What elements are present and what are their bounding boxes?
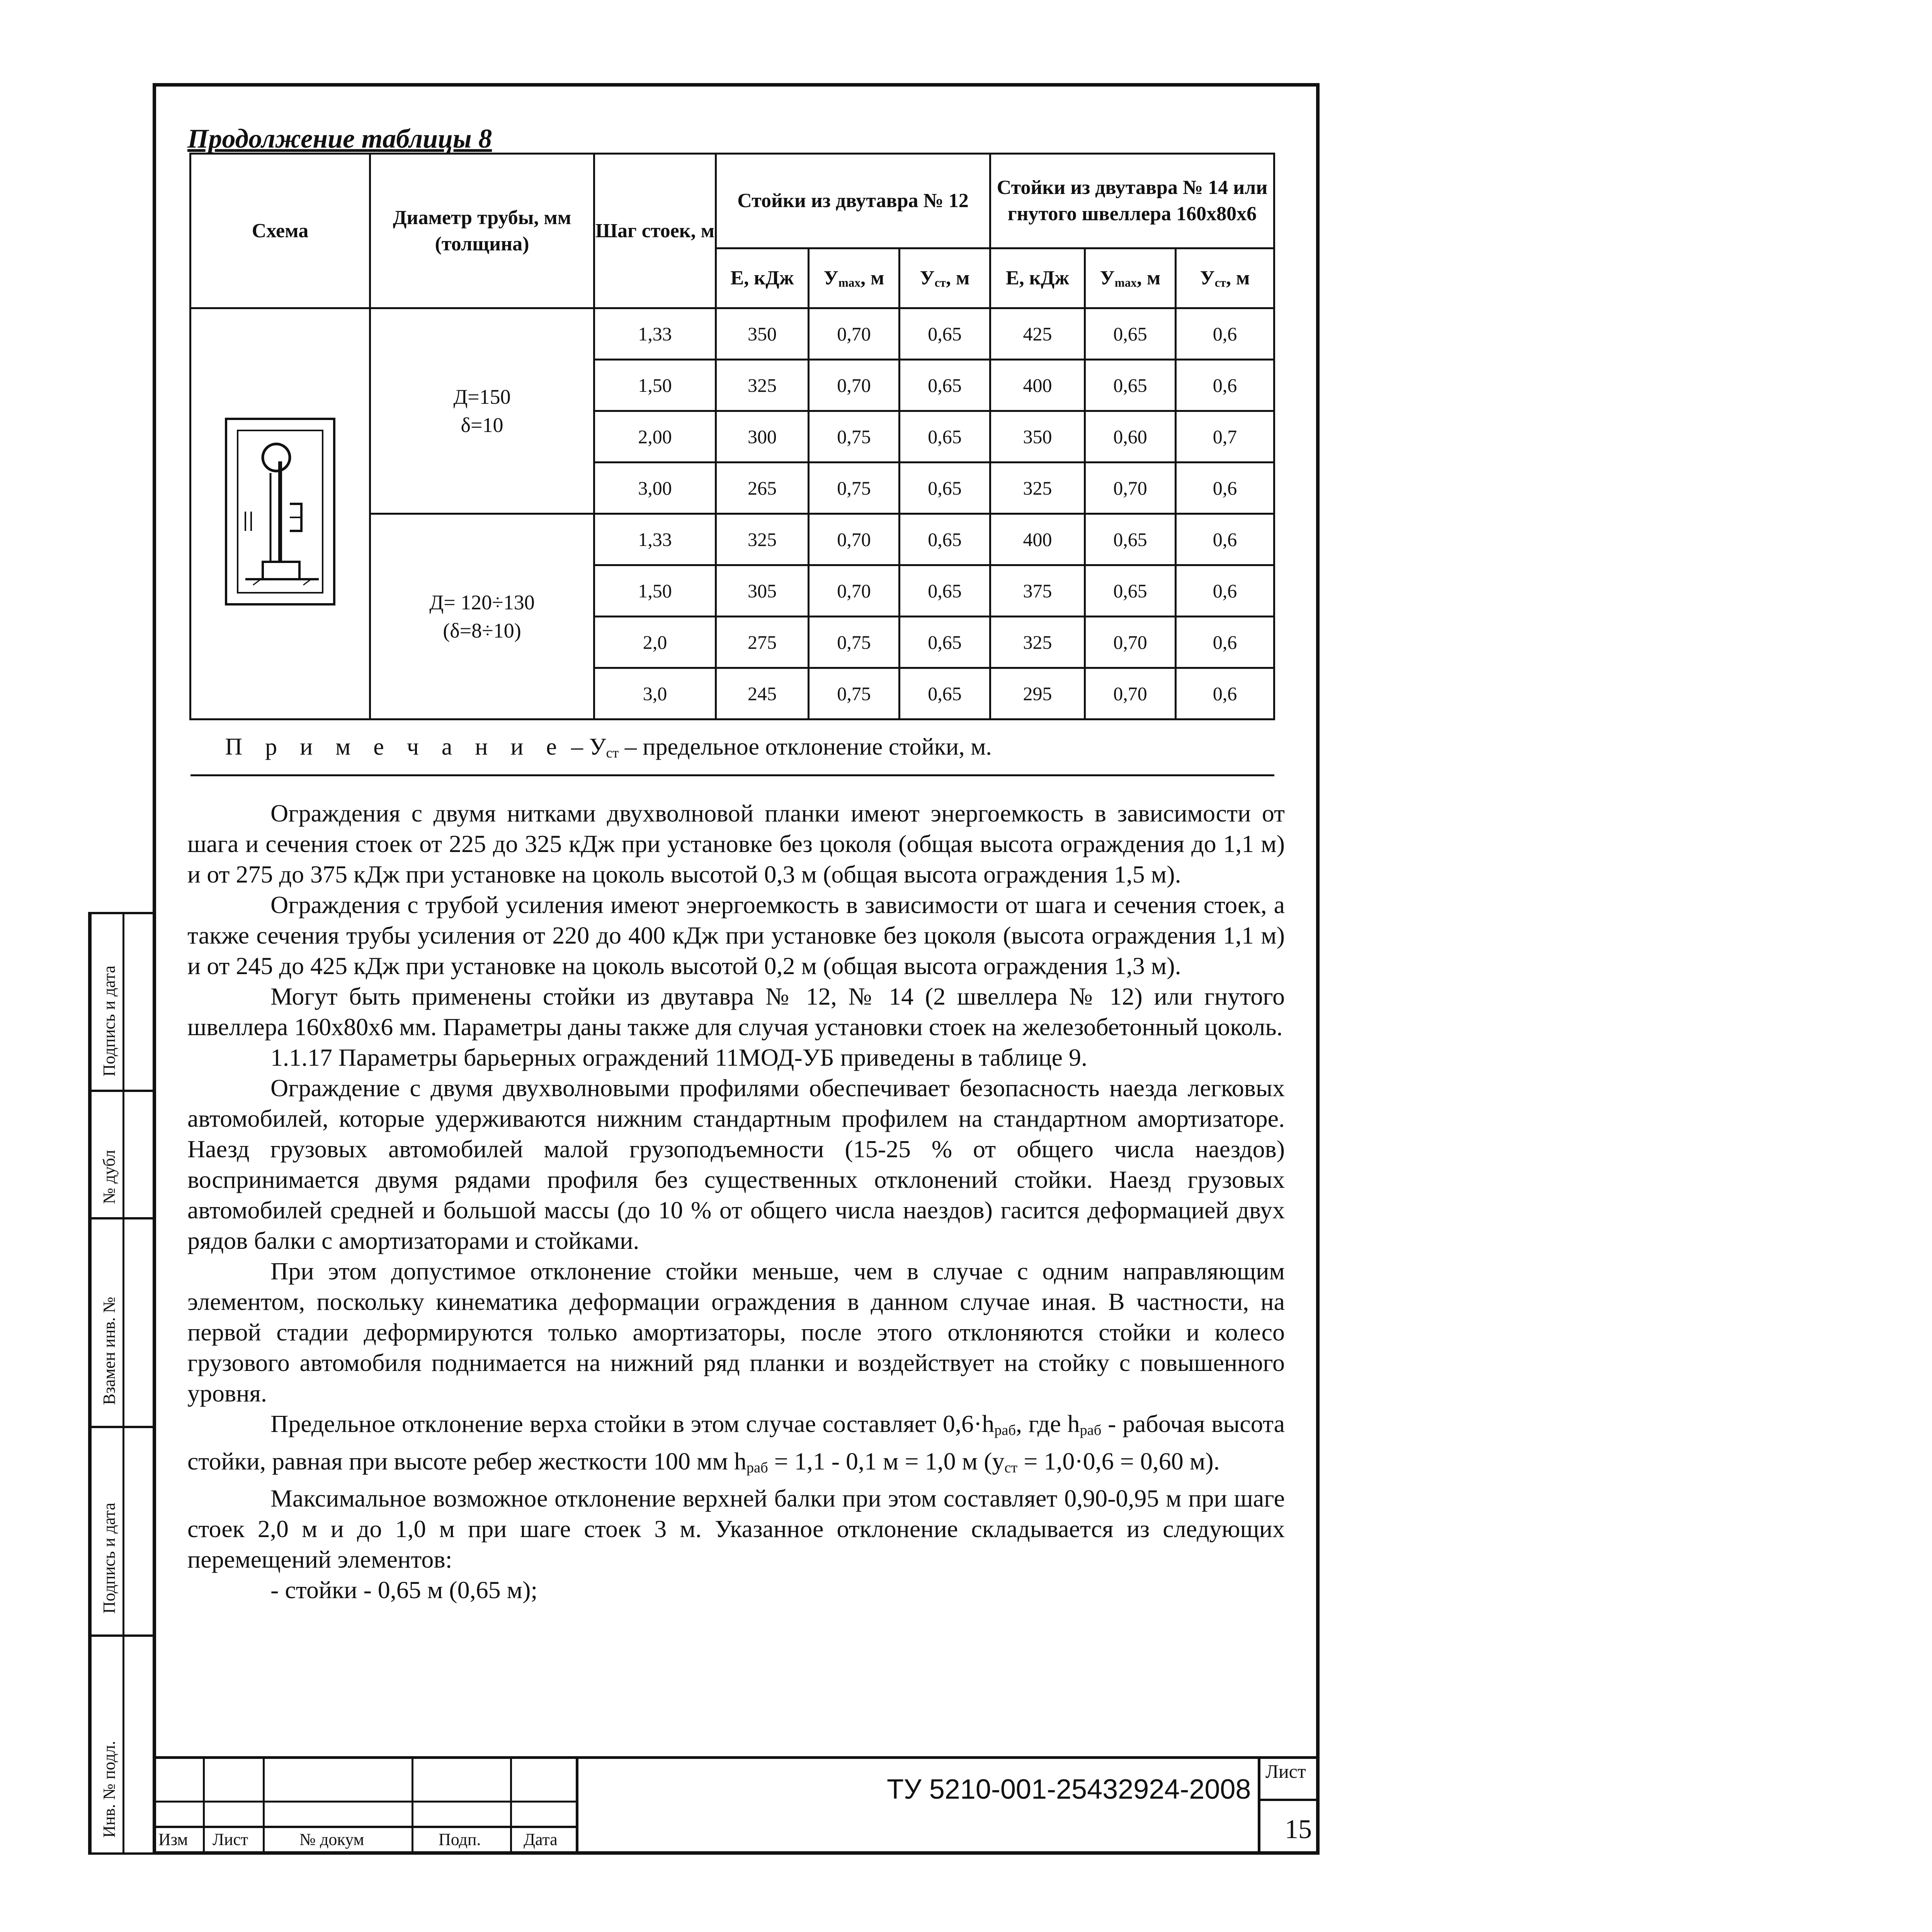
table-cell: 0,7 <box>1176 411 1274 463</box>
header-group-2: Стойки из двутавра № 14 или гнутого швеллера 160х80х6 <box>990 154 1274 248</box>
title-block <box>153 1756 1320 1855</box>
table-cell: 0,75 <box>809 411 900 463</box>
table-cell: 0,6 <box>1176 617 1274 668</box>
table-cell: 1,50 <box>594 360 716 411</box>
table-note: П р и м е ч а н и е – Уст – предельное отклонение стойки, м. <box>190 719 1274 776</box>
table-cell: 0,65 <box>1085 360 1176 411</box>
table-cell: 0,70 <box>809 360 900 411</box>
table-cell: 0,65 <box>1085 565 1176 617</box>
table-row <box>190 308 1274 360</box>
paragraph: 1.1.17 Параметры барьерных ограждений 11МОД-УБ приведены в таблице 9. <box>270 1044 1087 1071</box>
paragraph: Могут быть применены стойки из двутавра № 12, № 14 (2 швеллера № 12) или гнутого швеллера 160х80х6 мм. Параметры даны также для случая установки стоек на железобетонный цоколь. <box>187 983 1285 1041</box>
table-cell: 0,70 <box>1085 463 1176 514</box>
table-cell: 325 <box>716 360 809 411</box>
paragraph: Ограждение с двумя двухволновыми профилями обеспечивает безопасность наезда легковых автомобилей, которые удерживаются нижним стандартным профилем на стандартном амортизаторе. Наезд грузовых автомобилей малой грузоподъемности (15-25 % от общего числа наездов) воспринимается двумя рядами профиля без существенных отклонений стойки. Наезд грузовых автомобилей средней и большой массы (до 10 % от общего числа наездов) гасится деформацией двух рядов балки с амортизаторами и стойками. <box>187 1074 1285 1254</box>
table-cell: 0,75 <box>809 463 900 514</box>
table-cell: 1,50 <box>594 565 716 617</box>
col-label-list: Лист <box>213 1830 248 1849</box>
table-cell: 0,6 <box>1176 308 1274 360</box>
data-table <box>189 153 1275 776</box>
table-cell: 1,33 <box>594 514 716 565</box>
header-energy: Е, кДж <box>716 248 809 308</box>
header-yst: $У_{ст}$, м <box>900 248 990 308</box>
table-cell: 0,65 <box>900 514 990 565</box>
document-code: ТУ 5210-001-25432924-2008 <box>887 1774 1251 1805</box>
table-cell: 350 <box>716 308 809 360</box>
scheme-cell <box>190 308 370 719</box>
table-cell: 0,75 <box>809 617 900 668</box>
table-cell: 0,70 <box>809 308 900 360</box>
table-cell: 275 <box>716 617 809 668</box>
table-cell: 265 <box>716 463 809 514</box>
margin-label: Подпись и дата <box>100 1502 119 1614</box>
table-cell: 425 <box>990 308 1085 360</box>
table-cell: 0,65 <box>1085 308 1176 360</box>
table-cell: 325 <box>990 617 1085 668</box>
table-cell: 295 <box>990 668 1085 719</box>
paragraph: Ограждения с двумя нитками двухволновой планки имеют энергоемкость в зависимости от шага и сечения стоек от 225 до 325 кДж при установке без цоколя (общая высота ограждения до 1,1 м) и от 275 до 375 кДж при установке на цоколь высотой 0,3 м (общая высота ограждения 1,5 м). <box>187 799 1285 888</box>
table-cell: 0,70 <box>809 565 900 617</box>
table-cell: 0,65 <box>900 360 990 411</box>
table-cell: 1,33 <box>594 308 716 360</box>
table-cell: 2,00 <box>594 411 716 463</box>
col-label-sign: Подп. <box>439 1830 481 1849</box>
margin-cell <box>92 1090 156 1217</box>
table-cell: 325 <box>716 514 809 565</box>
table-cell: 305 <box>716 565 809 617</box>
header-ymax: $У_{max}$, м <box>1085 248 1176 308</box>
body-text <box>187 798 1285 1605</box>
margin-label: Инв. № подл. <box>100 1741 119 1838</box>
col-label-doc: № докум <box>299 1830 364 1849</box>
header-step: Шаг стоек, м <box>594 154 716 308</box>
table-cell: 0,75 <box>809 668 900 719</box>
tube-diameter-cell: Д=150 δ=10 <box>370 308 594 514</box>
header-scheme: Схема <box>190 154 370 308</box>
paragraph: При этом допустимое отклонение стойки меньше, чем в случае с одним направляющим элементом, поскольку кинематика деформации ограждения в данном случае иная. В частности, на первой стадии деформируются только амортизаторы, после этого отклоняются стойки и колесо грузового автомобиля поднимается на нижний ряд планки и воздействует на стойку с повышенного уровня. <box>187 1257 1285 1407</box>
table-cell: 0,6 <box>1176 360 1274 411</box>
table-cell: 245 <box>716 668 809 719</box>
header-diameter: Диаметр трубы, мм (толщина) <box>370 154 594 308</box>
paragraph: - стойки - 0,65 м (0,65 м); <box>270 1576 538 1604</box>
margin-label: Взамен инв. № <box>100 1296 119 1405</box>
paragraph: Максимальное возможное отклонение верхней балки при этом составляет 0,90-0,95 м при шаге стоек 2,0 м и до 1,0 м при шаге стоек 3 м. Указанное отклонение складывается из следующих перемещений элементов: <box>187 1485 1285 1573</box>
table-cell: 325 <box>990 463 1085 514</box>
table-cell: 0,70 <box>809 514 900 565</box>
margin-cell <box>92 912 156 1090</box>
sheet-label: Лист <box>1265 1760 1306 1782</box>
header-ymax: $У_{max}$, м <box>809 248 900 308</box>
barrier-scheme-icon <box>222 415 338 608</box>
margin-stamp <box>88 912 156 1855</box>
table-cell: 3,0 <box>594 668 716 719</box>
table-cell: 375 <box>990 565 1085 617</box>
margin-cell <box>92 1217 156 1426</box>
table-cell: 0,60 <box>1085 411 1176 463</box>
table-cell: 400 <box>990 360 1085 411</box>
header-group-1: Стойки из двутавра № 12 <box>716 154 990 248</box>
table-cell: 0,6 <box>1176 463 1274 514</box>
table-cell: 0,70 <box>1085 668 1176 719</box>
table-cell: 3,00 <box>594 463 716 514</box>
col-label-date: Дата <box>524 1830 558 1849</box>
table-cell: 0,6 <box>1176 565 1274 617</box>
margin-label: Подпись и дата <box>100 965 119 1077</box>
table-cell: 0,65 <box>900 308 990 360</box>
table-cell: 0,6 <box>1176 514 1274 565</box>
table-cell: 0,65 <box>900 411 990 463</box>
table-caption: Продолжение таблицы 8 <box>187 124 492 154</box>
tube-diameter-cell: Д= 120÷130 (δ=8÷10) <box>370 514 594 719</box>
col-label-izm: Изм <box>158 1830 188 1849</box>
header-yst: $У_{ст}$, м <box>1176 248 1274 308</box>
margin-cell <box>92 1634 156 1855</box>
table-cell: 0,65 <box>900 668 990 719</box>
table-cell: 0,65 <box>900 565 990 617</box>
table-cell: 0,65 <box>900 463 990 514</box>
table-cell: 0,65 <box>900 617 990 668</box>
table-cell: 2,0 <box>594 617 716 668</box>
table-cell: 0,6 <box>1176 668 1274 719</box>
table-cell: 400 <box>990 514 1085 565</box>
paragraph: Ограждения с трубой усиления имеют энергоемкость в зависимости от шага и сечения стоек, а также сечения трубы усиления от 220 до 400 кДж при установке без цоколя (высота ограждения 1,1 м) и от 245 до 425 кДж при установке на цоколь высотой 0,2 м (общая высота ограждения 1,3 м). <box>187 891 1285 980</box>
header-energy: Е, кДж <box>990 248 1085 308</box>
table-cell: 0,65 <box>1085 514 1176 565</box>
table-cell: 0,70 <box>1085 617 1176 668</box>
margin-cell <box>92 1426 156 1634</box>
margin-label: № дубл <box>100 1150 119 1204</box>
sheet-number: 15 <box>1285 1815 1312 1844</box>
table-cell: 300 <box>716 411 809 463</box>
paragraph: Предельное отклонение верха стойки в этом случае составляет $0,6\cdot h_{раб}$, где $h_{раб}$ - рабочая высота стойки, равная при высоте ребер жесткости 100 мм $h_{раб} = 1,1 - 0,1$ м = 1,0 м ($у_{ст} = 1,0\cdot 0,6 = 0,60$ м). <box>187 1410 1285 1476</box>
table-cell: 350 <box>990 411 1085 463</box>
